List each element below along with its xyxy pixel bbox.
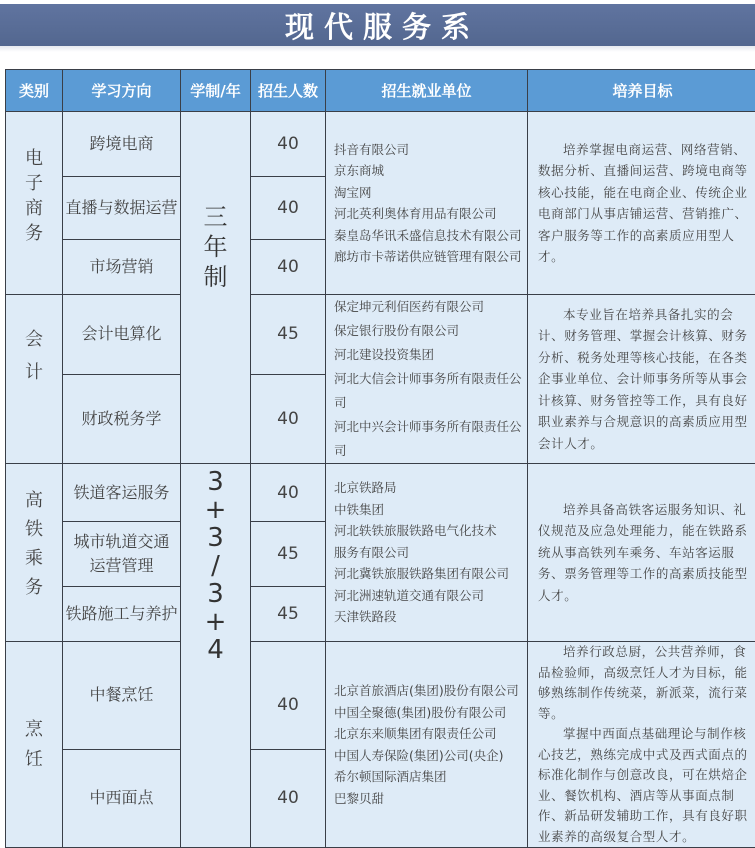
employers-railway: 北京铁路局 中铁集团 河北轶铁旅服铁路电气化技术 服务有限公司 河北冀铁旅服铁路集团有限公司 河北洲速轨道交通有限公司 天津铁路段 bbox=[326, 464, 528, 642]
enrollment-cell: 40 bbox=[251, 240, 326, 295]
direction-cell: 铁道客运服务 bbox=[63, 464, 181, 522]
direction-cell: 市场营销 bbox=[63, 240, 181, 295]
direction-cell: 财政税务学 bbox=[63, 374, 181, 463]
category-accounting: 会 计 bbox=[6, 295, 63, 464]
enrollment-cell: 45 bbox=[251, 295, 326, 375]
category-ecommerce: 电 子 商 务 bbox=[6, 112, 63, 295]
banner-shadow bbox=[0, 46, 755, 52]
table-header-row bbox=[6, 70, 755, 112]
enrollment-cell: 45 bbox=[251, 522, 326, 587]
category-railway: 高 铁 乘 务 bbox=[6, 464, 63, 642]
program-table bbox=[5, 69, 755, 848]
enrollment-cell: 40 bbox=[251, 749, 326, 847]
table-row bbox=[6, 295, 755, 375]
table-row bbox=[6, 112, 755, 177]
duration-three-year: 三 年 制 bbox=[181, 112, 251, 464]
title-banner bbox=[0, 4, 755, 46]
direction-cell: 会计电算化 bbox=[63, 295, 181, 375]
table-row bbox=[6, 642, 755, 750]
goal-culinary: 培养行政总厨，公共营养师，食品检验师，高级烹饪人才为目标，能够熟练制作传统菜，新派菜，流行菜等。 掌握中西面点基础理论与制作核心技艺，熟练完成中式及西式面点的标准化制作与创意改良，可在烘焙企业、餐饮机构、酒店等从事面点制作、新品研发辅助工作，具有良好职业素养的高级复合型人才。 bbox=[528, 642, 755, 848]
direction-cell: 铁路施工与养护 bbox=[63, 587, 181, 642]
page-title: 现代服务系 bbox=[285, 5, 480, 46]
enrollment-cell: 40 bbox=[251, 177, 326, 240]
category-culinary: 烹 饪 bbox=[6, 642, 63, 848]
goal-accounting: 本专业旨在培养具备扎实的会计、财务管理、掌握会计核算、财务分析、税务处理等核心技能，在各类企事业单位、会计师事务所等从事会计核算、财务管控等工作，具有良好职业素养与合规意识的高素质应用型会计人才。 bbox=[528, 295, 755, 464]
header-duration: 学制/年 bbox=[181, 70, 251, 112]
direction-cell: 中餐烹饪 bbox=[63, 642, 181, 750]
header-employers: 招生就业单位 bbox=[326, 70, 528, 112]
table-row bbox=[6, 464, 755, 522]
employers-culinary: 北京首旅酒店(集团)股份有限公司 中国全聚德(集团)股份有限公司 北京东来顺集团有限责任公司 中国人寿保险(集团)公司(央企) 希尔顿国际酒店集团 巴黎贝甜 bbox=[326, 642, 528, 848]
direction-cell: 直播与数据运营 bbox=[63, 177, 181, 240]
direction-cell: 跨境电商 bbox=[63, 112, 181, 177]
employers-ecommerce: 抖音有限公司 京东商城 淘宝网 河北英利奥体育用品有限公司 秦皇岛华讯禾盛信息技术有限公司 廊坊市卡蒂诺供应链管理有限公司 bbox=[326, 112, 528, 295]
enrollment-cell: 40 bbox=[251, 112, 326, 177]
goal-ecommerce: 培养掌握电商运营、网络营销、数据分析、直播间运营、跨境电商等核心技能，能在电商企业、传统企业电商部门从事店铺运营、营销推广、客户服务等工作的高素质应用型人才。 bbox=[528, 112, 755, 295]
employers-accounting: 保定坤元利佰医药有限公司 保定银行股份有限公司 河北建设投资集团 河北大信会计师事务所有限责任公司 河北中兴会计师事务所有限责任公司 bbox=[326, 295, 528, 464]
enrollment-cell: 45 bbox=[251, 587, 326, 642]
header-enrollment: 招生人数 bbox=[251, 70, 326, 112]
header-category: 类别 bbox=[6, 70, 63, 112]
enrollment-cell: 40 bbox=[251, 464, 326, 522]
direction-cell: 城市轨道交通 运营管理 bbox=[63, 522, 181, 587]
direction-cell: 中西面点 bbox=[63, 749, 181, 847]
header-goal: 培养目标 bbox=[528, 70, 755, 112]
goal-railway: 培养具备高铁客运服务知识、礼仪规范及应急处理能力，能在铁路系统从事高铁列车乘务、车站客运服务、票务管理等工作的高素质技能型人才。 bbox=[528, 464, 755, 642]
enrollment-cell: 40 bbox=[251, 374, 326, 463]
duration-combined: 3 + 3 / 3 + 4 bbox=[181, 464, 251, 848]
header-direction: 学习方向 bbox=[63, 70, 181, 112]
enrollment-cell: 40 bbox=[251, 642, 326, 750]
